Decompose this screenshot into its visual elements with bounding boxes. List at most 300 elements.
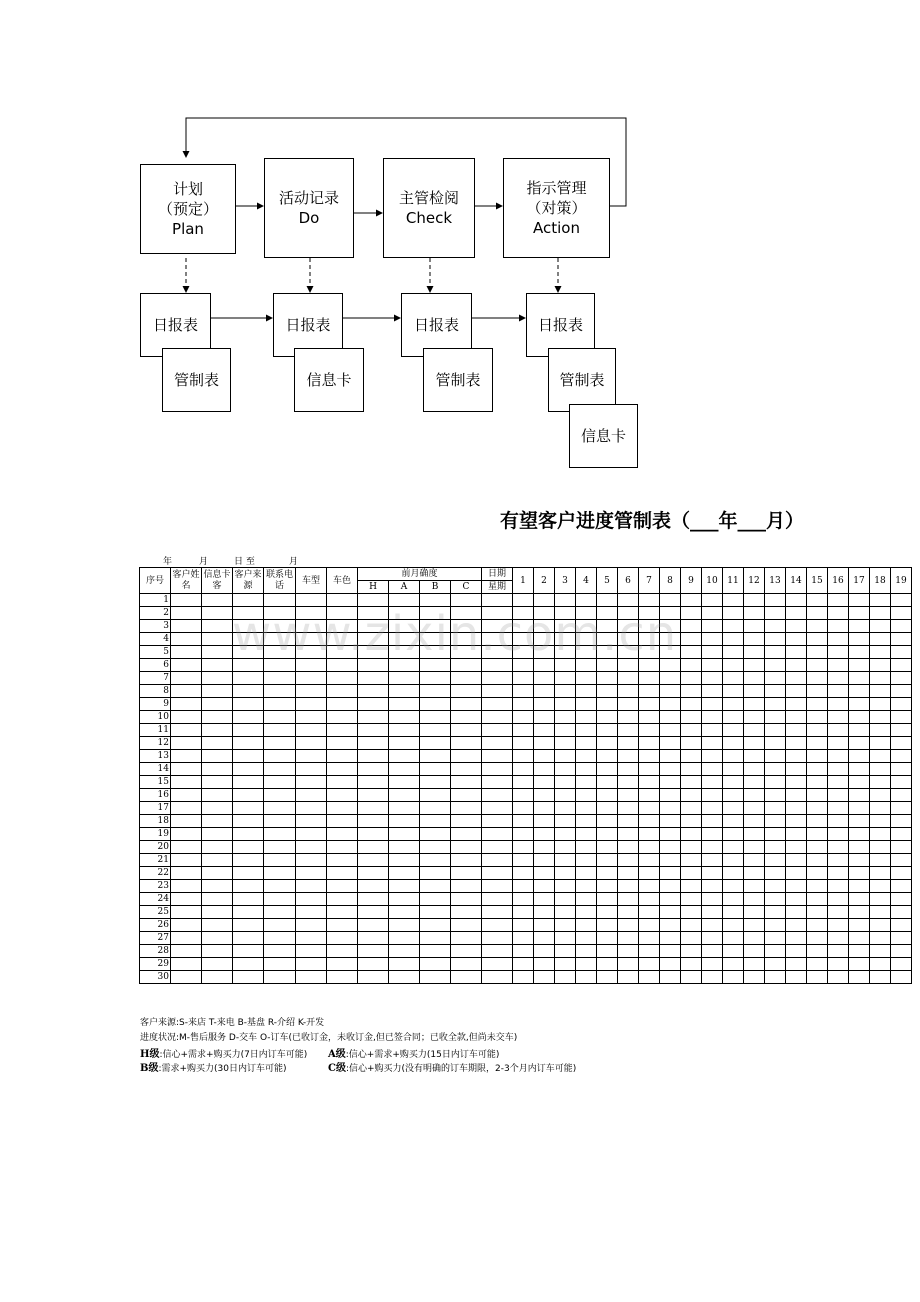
table-cell — [264, 646, 296, 659]
table-cell — [296, 919, 327, 932]
table-cell — [870, 932, 891, 945]
table-cell — [534, 750, 555, 763]
table-cell — [327, 867, 358, 880]
table-cell — [639, 867, 660, 880]
table-cell — [660, 672, 681, 685]
table-cell — [264, 659, 296, 672]
table-cell — [702, 659, 723, 672]
table-cell — [618, 841, 639, 854]
table-cell — [681, 906, 702, 919]
table-cell — [765, 594, 786, 607]
table-cell — [639, 646, 660, 659]
row-number: 20 — [140, 841, 171, 854]
table-cell — [482, 906, 513, 919]
table-cell — [891, 646, 912, 659]
table-cell — [723, 711, 744, 724]
table-cell — [849, 659, 870, 672]
table-cell — [171, 932, 202, 945]
table-cell — [702, 945, 723, 958]
table-cell — [202, 672, 233, 685]
table-cell — [849, 841, 870, 854]
header-day: 18 — [870, 568, 891, 594]
table-cell — [891, 737, 912, 750]
table-cell — [723, 763, 744, 776]
table-cell — [786, 906, 807, 919]
table-cell — [660, 841, 681, 854]
table-cell — [702, 854, 723, 867]
table-cell — [639, 828, 660, 841]
table-cell — [765, 867, 786, 880]
table-cell — [639, 633, 660, 646]
table-cell — [807, 971, 828, 984]
table-cell — [513, 724, 534, 737]
table-cell — [264, 815, 296, 828]
table-cell — [513, 906, 534, 919]
table-cell — [723, 971, 744, 984]
table-row — [140, 880, 912, 893]
table-cell — [807, 815, 828, 828]
table-cell — [233, 789, 264, 802]
table-cell — [744, 685, 765, 698]
table-cell — [327, 737, 358, 750]
table-cell — [555, 594, 576, 607]
table-cell — [482, 815, 513, 828]
table-cell — [786, 919, 807, 932]
table-cell — [389, 594, 420, 607]
table-cell — [681, 880, 702, 893]
table-cell — [202, 646, 233, 659]
table-cell — [618, 776, 639, 789]
table-cell — [765, 958, 786, 971]
table-cell — [171, 815, 202, 828]
table-cell — [660, 893, 681, 906]
table-cell — [171, 919, 202, 932]
table-cell — [358, 646, 389, 659]
header-phone: 联系电话 — [264, 568, 296, 594]
table-cell — [327, 763, 358, 776]
table-cell — [296, 711, 327, 724]
table-cell — [807, 659, 828, 672]
table-cell — [702, 893, 723, 906]
table-row — [140, 711, 912, 724]
table-cell — [296, 633, 327, 646]
table-row — [140, 945, 912, 958]
table-cell — [660, 789, 681, 802]
table-cell — [420, 763, 451, 776]
table-cell — [389, 945, 420, 958]
table-cell — [849, 685, 870, 698]
table-cell — [744, 802, 765, 815]
table-cell — [576, 789, 597, 802]
header-day: 2 — [534, 568, 555, 594]
row-number: 1 — [140, 594, 171, 607]
table-cell — [870, 776, 891, 789]
table-cell — [870, 672, 891, 685]
table-cell — [264, 594, 296, 607]
table-cell — [296, 828, 327, 841]
table-cell — [202, 802, 233, 815]
table-cell — [618, 932, 639, 945]
table-cell — [327, 633, 358, 646]
table-cell — [702, 698, 723, 711]
table-cell — [891, 841, 912, 854]
table-cell — [202, 633, 233, 646]
table-cell — [618, 737, 639, 750]
table-cell — [451, 685, 482, 698]
header-day: 17 — [849, 568, 870, 594]
table-cell — [828, 633, 849, 646]
note-c-grade: C级:信心+购买力(没有明确的订车期限，2-3个月内订车可能) — [328, 1063, 577, 1074]
table-cell — [723, 906, 744, 919]
table-cell — [171, 789, 202, 802]
sheet-title: 有望客户进度管制表（___年___月） — [500, 510, 805, 532]
table-cell — [482, 802, 513, 815]
table-cell — [681, 854, 702, 867]
table-cell — [765, 711, 786, 724]
table-cell — [534, 815, 555, 828]
table-cell — [327, 646, 358, 659]
control-sheet-3: 管制表 — [548, 348, 616, 412]
note-status: 进度状况:M-售后服务 D-交车 O-订车(已收订金，未收订金,但已签合同；已收全款,但尚未交车) — [140, 1033, 518, 1043]
table-cell — [639, 945, 660, 958]
table-cell — [618, 594, 639, 607]
table-cell — [786, 763, 807, 776]
table-cell — [264, 854, 296, 867]
table-cell — [807, 685, 828, 698]
table-cell — [597, 724, 618, 737]
table-cell — [513, 841, 534, 854]
table-cell — [870, 919, 891, 932]
table-cell — [264, 737, 296, 750]
info-card-2: 信息卡 — [569, 404, 638, 468]
row-number: 14 — [140, 763, 171, 776]
table-cell — [513, 776, 534, 789]
table-cell — [233, 854, 264, 867]
table-cell — [681, 620, 702, 633]
header-day: 10 — [702, 568, 723, 594]
table-cell — [202, 971, 233, 984]
row-number: 13 — [140, 750, 171, 763]
table-cell — [849, 776, 870, 789]
table-cell — [891, 724, 912, 737]
table-cell — [660, 919, 681, 932]
row-number: 25 — [140, 906, 171, 919]
daily-report-2: 日报表 — [273, 293, 343, 357]
table-cell — [171, 802, 202, 815]
table-cell — [451, 932, 482, 945]
table-cell — [681, 841, 702, 854]
table-cell — [807, 776, 828, 789]
table-cell — [639, 815, 660, 828]
table-cell — [597, 607, 618, 620]
table-cell — [891, 594, 912, 607]
header-day: 6 — [618, 568, 639, 594]
table-cell — [744, 945, 765, 958]
table-cell — [597, 854, 618, 867]
table-cell — [264, 685, 296, 698]
table-cell — [327, 880, 358, 893]
table-cell — [233, 971, 264, 984]
table-cell — [171, 971, 202, 984]
table-cell — [420, 945, 451, 958]
table-cell — [828, 958, 849, 971]
table-cell — [358, 607, 389, 620]
table-cell — [576, 828, 597, 841]
table-cell — [482, 659, 513, 672]
table-cell — [264, 867, 296, 880]
table-cell — [233, 750, 264, 763]
table-cell — [358, 685, 389, 698]
table-cell — [482, 919, 513, 932]
table-cell — [891, 893, 912, 906]
daily-report-4: 日报表 — [526, 293, 595, 357]
table-cell — [618, 633, 639, 646]
table-cell — [171, 841, 202, 854]
table-cell — [451, 607, 482, 620]
table-cell — [296, 906, 327, 919]
header-car-model: 车型 — [296, 568, 327, 594]
table-cell — [807, 737, 828, 750]
table-cell — [828, 815, 849, 828]
header-seq: 序号 — [140, 568, 171, 594]
table-cell — [202, 594, 233, 607]
table-cell — [597, 672, 618, 685]
table-cell — [555, 763, 576, 776]
table-cell — [681, 958, 702, 971]
table-cell — [681, 776, 702, 789]
table-cell — [389, 828, 420, 841]
table-cell — [828, 659, 849, 672]
table-cell — [451, 594, 482, 607]
table-cell — [534, 932, 555, 945]
table-cell — [891, 698, 912, 711]
control-sheet-1: 管制表 — [162, 348, 231, 412]
table-cell — [744, 880, 765, 893]
plan-english: Plan — [172, 220, 204, 238]
table-cell — [807, 724, 828, 737]
table-cell — [765, 685, 786, 698]
table-cell — [451, 971, 482, 984]
table-cell — [870, 854, 891, 867]
table-cell — [744, 620, 765, 633]
table-cell — [765, 945, 786, 958]
table-cell — [828, 607, 849, 620]
table-cell — [296, 854, 327, 867]
table-cell — [202, 945, 233, 958]
table-cell — [358, 620, 389, 633]
table-cell — [202, 659, 233, 672]
header-day: 19 — [891, 568, 912, 594]
table-cell — [702, 672, 723, 685]
table-cell — [202, 932, 233, 945]
table-cell — [327, 932, 358, 945]
table-cell — [639, 880, 660, 893]
row-number: 16 — [140, 789, 171, 802]
table-cell — [702, 919, 723, 932]
table-cell — [327, 711, 358, 724]
table-cell — [786, 789, 807, 802]
table-cell — [389, 763, 420, 776]
table-cell — [264, 841, 296, 854]
table-cell — [202, 841, 233, 854]
table-cell — [358, 802, 389, 815]
table-cell — [597, 620, 618, 633]
table-cell — [765, 672, 786, 685]
table-cell — [389, 620, 420, 633]
table-cell — [723, 919, 744, 932]
table-cell — [870, 659, 891, 672]
table-cell — [639, 776, 660, 789]
table-cell — [744, 776, 765, 789]
table-cell — [744, 919, 765, 932]
table-cell — [681, 919, 702, 932]
table-cell — [420, 672, 451, 685]
table-cell — [296, 789, 327, 802]
table-cell — [420, 880, 451, 893]
note-b-grade: B级:需求+购买力(30日内订车可能) — [140, 1063, 287, 1074]
table-cell — [891, 867, 912, 880]
table-row — [140, 750, 912, 763]
table-cell — [264, 932, 296, 945]
table-cell — [660, 763, 681, 776]
table-cell — [828, 854, 849, 867]
do-box — [264, 158, 354, 258]
table-cell — [534, 763, 555, 776]
table-cell — [849, 854, 870, 867]
table-cell — [807, 607, 828, 620]
table-cell — [420, 620, 451, 633]
table-cell — [597, 945, 618, 958]
table-cell — [358, 958, 389, 971]
table-cell — [534, 711, 555, 724]
table-cell — [482, 594, 513, 607]
table-cell — [327, 854, 358, 867]
table-cell — [451, 620, 482, 633]
table-cell — [296, 750, 327, 763]
table-cell — [597, 698, 618, 711]
table-cell — [296, 607, 327, 620]
table-cell — [233, 880, 264, 893]
table-cell — [534, 607, 555, 620]
table-cell — [765, 776, 786, 789]
table-cell — [870, 750, 891, 763]
table-cell — [513, 802, 534, 815]
table-cell — [702, 789, 723, 802]
table-row — [140, 932, 912, 945]
table-cell — [723, 828, 744, 841]
header-day: 9 — [681, 568, 702, 594]
table-cell — [786, 685, 807, 698]
table-cell — [451, 880, 482, 893]
table-cell — [597, 750, 618, 763]
table-cell — [765, 815, 786, 828]
date-year: 年 — [163, 557, 173, 567]
table-cell — [555, 607, 576, 620]
table-cell — [534, 919, 555, 932]
table-cell — [451, 802, 482, 815]
table-cell — [618, 893, 639, 906]
table-cell — [482, 880, 513, 893]
table-cell — [702, 594, 723, 607]
table-cell — [723, 789, 744, 802]
table-cell — [420, 789, 451, 802]
table-cell — [555, 854, 576, 867]
table-cell — [513, 659, 534, 672]
table-cell — [420, 867, 451, 880]
table-cell — [828, 932, 849, 945]
table-cell — [786, 711, 807, 724]
table-cell — [723, 659, 744, 672]
table-cell — [702, 958, 723, 971]
table-cell — [660, 880, 681, 893]
table-cell — [849, 815, 870, 828]
table-cell — [597, 893, 618, 906]
table-cell — [233, 620, 264, 633]
table-cell — [264, 711, 296, 724]
table-row — [140, 620, 912, 633]
check-title: 主管检阅 — [398, 189, 459, 207]
table-cell — [618, 828, 639, 841]
table-cell — [358, 672, 389, 685]
table-cell — [807, 945, 828, 958]
table-cell — [723, 646, 744, 659]
table-cell — [618, 698, 639, 711]
table-cell — [264, 763, 296, 776]
table-cell — [327, 828, 358, 841]
table-cell — [681, 867, 702, 880]
table-cell — [233, 646, 264, 659]
table-cell — [891, 750, 912, 763]
table-cell — [639, 607, 660, 620]
table-cell — [482, 698, 513, 711]
table-cell — [451, 841, 482, 854]
table-cell — [576, 906, 597, 919]
table-cell — [202, 724, 233, 737]
table-cell — [513, 971, 534, 984]
table-cell — [358, 841, 389, 854]
table-cell — [660, 932, 681, 945]
table-cell — [451, 698, 482, 711]
table-cell — [660, 828, 681, 841]
table-cell — [389, 880, 420, 893]
table-cell — [420, 932, 451, 945]
table-cell — [765, 932, 786, 945]
table-cell — [807, 932, 828, 945]
table-cell — [849, 750, 870, 763]
date-month-end: 月 — [289, 557, 299, 567]
table-cell — [891, 880, 912, 893]
table-cell — [723, 607, 744, 620]
table-cell — [870, 867, 891, 880]
table-cell — [171, 737, 202, 750]
table-cell — [451, 789, 482, 802]
table-cell — [702, 711, 723, 724]
table-row — [140, 854, 912, 867]
table-cell — [171, 607, 202, 620]
table-cell — [828, 880, 849, 893]
table-cell — [870, 633, 891, 646]
table-cell — [389, 854, 420, 867]
table-cell — [639, 594, 660, 607]
table-cell — [828, 945, 849, 958]
table-cell — [618, 867, 639, 880]
note-a-grade: A级:信心+需求+购买力(15日内订车可能) — [328, 1049, 500, 1060]
table-cell — [555, 971, 576, 984]
table-cell — [555, 880, 576, 893]
table-cell — [765, 659, 786, 672]
table-cell — [171, 880, 202, 893]
table-cell — [849, 737, 870, 750]
